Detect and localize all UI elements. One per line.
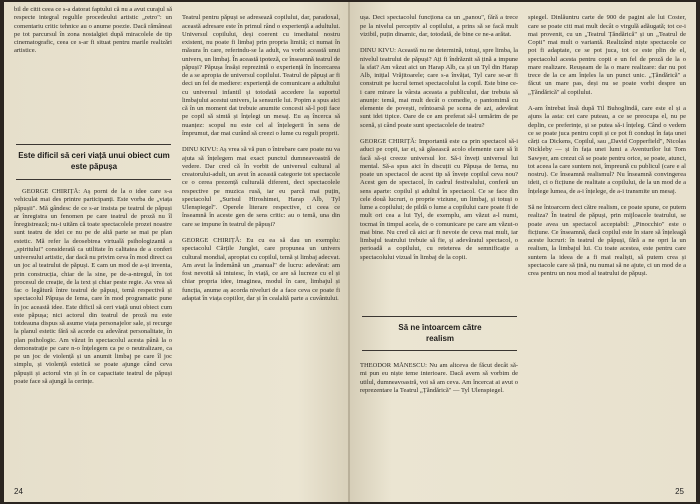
left-column-1-bottom xyxy=(14,188,172,476)
left-column-2 xyxy=(182,6,340,476)
paragraph: Teatrul pentru păpuși se adresează copilului, dar, paradoxal, această adresare este în primul rând o experiență a adultului. Universul copilului, deși coerent cu imediatul nostru existent, nu poate fi limbaj prin propria limită; ci numai în măsura în care, referindu-se la adult, va vorbi această unui univers, un limbaj. În această ipoteză, ce înseamnă teatrul de păpuși? Păpușa însăși reprezintă o experiență în încercarea de a se apropia de universul copilului. Teatrul de păpuși ar fi deci un fel de mediere: experiență de comunicare a adultului cu universul infantil și totodată accedere la suportul limbajului acestui univers, la sensurile lui. Popim a spus aici că în un moment dat trebuie anumite concesii să-l poți face pe copil să simtă și înțelegi un mesaj. Eu aș încerca să nuanțez: scopul nu este cel al înțelegerii în sens de împrumut, dar mai curând să creezi o lume cu reguli proprii. DINU KIVU: Aș vrea să vă pun o întrebare care poate nu va ajuta să înțelegem mai exact punctul dumneavoastră de vedere. Dar cred că în vorbit de universul cultural al creatorului-adult, un avut în această categorie tot spectacole ce o cerea prezență culturală diferent, deci spectacolele respective pe muzica rusă, iar eu parcă mai puțin, spectacolul „Surisul Hiroshimei, Harap Alb, Tyl Ulenspiegel". Operele literare respective, ci ceea ce înseamnă în aceste gen de sens critic: au o temă, una din care se impune în teatrul de păpuși? GEORGE CHIRIȚĂ: Eu cu ea să dau un exemplu: spectacolul Cărțile Junglei, care propunea un univers cultural mondial, apropiat cu copilul, temă și limbaj adecvat. Am avut la îndemână un „manual" de lucru: adevărat: am fost nevoită să intuiesc, în viață, ce are să lucreze cu el și chiar propria idee, imaginea, modul în care, limbajul și funcția, anume aș acorda niveluri de a face ceva ce poate fi adaptat în viața copiilor, dar și în cealaltă parte a cuvântului. xyxy=(182,14,340,302)
right-column-1 xyxy=(360,6,518,306)
paragraph: bil de citit ceea ce s-a datorat faptului că nu a avut curajul să respecte integral regulile procedeului artistic „retro": un comentariu critic tehnice au o anume poezie. Dacă rămâneai pe tot parcursul în zona nostalgiei după miracolele de tip cinematografic, ceea ce s-ar fi situat pentru marile realizări artistice. xyxy=(14,6,172,55)
left-column-1-top xyxy=(14,6,172,114)
page-number: 25 xyxy=(675,487,684,496)
page-number: 24 xyxy=(14,487,23,496)
right-page xyxy=(350,2,696,502)
box-top-rule xyxy=(16,144,171,145)
left-page xyxy=(4,2,350,502)
section-heading: Să ne întoarcem către realism xyxy=(398,323,482,343)
paragraph: ușa. Deci spectacolul funcționa ca un „panou", fără a trece pe la nivelul perceptiv al copilului, a prins să se facă mult vizibil, puțin dinamic, dar, totodată, de bine ce ne-a arătat. DINU KIVU: Această nu ne determină, totuși, spre limba, la nivelul teatrului de păpuși? Ați fi îndrăznit să țină a impune la sfat? Am văzut aici un Harap Alb, ca și un Tyl din Harap Alb, inițial Vrăjitoarele; care s-a învățat, Tyl care se-ar fi construit pe lucrul temei spectacolului la copil. Este bine ce-i care mirare la vârsta aceasta a publicului, dar trebuia să anunțe: temă, mai mult decât o comedie, o pantomimă cu elemente de povești, reîntoarsă pe scena de azi, adevărat sunt idei tipice. Oare de ce am preferat să-l urmărim de pe scenă, și când poate sunt spectacolele de teatru? GEORGE CHIRIȚĂ: Importantă este ca prin spectacol să-i aduci pe copii, iar ei, să găsească acolo elemente care să îi facă să-și creeze universul lor. Să-i înveți universul lui mental. Să-a spus aici în discuții cu Păpușa de Iema, nu poate un spectacol de acest tip să învețe copilul ceva nou? Acest gen de spectacol, în cadrul festivalului, conferă un sens aparte: copilul și adultul în spectacol. Ce se face din cele două lucruri, o proprie viziune, un limbaj, și totuși o lume a copilului; de pildă o lume a copilului care poate fi de mult ori cea a lui Tyl, de exemplu, am văzut a-l numi, tocmai în timpul acela, de o comunicare pe care am văzut-o mai bine. Nu cred că aici ar fi nevoie de ceva mai mult, iar limbajul teatrului trebuie să fie, și adevăratul spectacol, o perioadă a copilului, cu reteterea de semnificație a spectacolului vizual în limbaj de la copii. xyxy=(360,14,518,261)
box-top-rule xyxy=(362,316,517,317)
right-column-2 xyxy=(528,6,686,476)
paragraph: GEORGE CHIRIȚĂ: Aș porni de la o idee care s-a vehiculat mai des printre participanți. Este vorba de „viața păpușii". Mă gândesc de ce s-ar insista pe teatrul de păpuși ar înregistra un fenomen pe care teatrul de proză nu îl înregistrează; nu-i uităm că toate spectacolele prozei noastre sunt teatru de idei ce nu pe de altă parte se mai pe plan estetic. Mă refer la deosebirea virtuală psihologizantă a „spiritului" considerată ca utilitate în calitatea de a conferi universului artistic, dar dacă nu privim ceva în mod direct ca un joc al teatrului de păpuși. E cam un mod de a-și inventa, prin construcția, chiar de la sine, pe de-a-ntregul, în tot procesul de creație, de la text și chiar peste regie. As vrea să fac o legătură între teatrul de păpuși, temă respectivă și spectacolul Păpușa de Iema, care în mod programatic pune în joc această idee. Este dificil să ceri viață unui obiect cum este păpușa; nici actorul din teatrul de proză nu este totdeauna dispus să asume viața personajelor sale, și recurge la planul estetic fără să acorde cu adevărat personalitate, în plan psihologic. Am văzut în spectacolul acesta până la o demonstrație pe care n-o înțelegem ca pe o neutralizare, ca pe un joc de violență și un anumit limbaj pe care îl joc simplu, și violență estetică se poate ajunge când ceva păpușii și actorul vin și în ce capacitate teatrul de păpuși poate face să ajungă la cerințe. xyxy=(14,188,172,385)
right-column-1-bottom xyxy=(360,362,518,476)
paragraph: THEODOR MĂNESCU: Nu am altceva de făcut decât să-mi pun eu niște teme interioare. Dacă avem să vorbim de utilul, dumneavoastră, voi să am ceva. Am încercat ai avut o reprezentare la Teatrul „Țăndărică" — Tyl Ulenspiegel. xyxy=(360,362,518,394)
section-heading: Este dificil să ceri viață unui obiect cum este păpușa xyxy=(18,151,170,171)
box-bottom-rule xyxy=(16,179,171,180)
box-bottom-rule xyxy=(362,350,517,351)
paragraph: spiegel. Dinlăuntru carte de 900 de pagini ale lui Coster, care se poate citi mai mult decât o virgulă adăugată; tot ce-i mai provenit, cu un „Teatrul Țăndărică" și un „Teatrul de Copii" mai mult o variantă. Realizând niște spectacole ce pot fi adaptate, ce se pot juca, tot ce este plin de el, spectacolul acesta pentru copii e un fel de proză de la o mare realizare. Reușeam de la o mare realizare: dar nu pot trece de la ce am înțeles la un punct unic. „Țăndărică" a făcut un mare pas, deși nu se poate vorbi despre un „Țăndărică" al copilului. A-am întrebat însă după Til Buhoglindă, care este el și a ajuns la asta: cei care puteau, a ce se preocupa el, nu pe deplin, ce preferințe, și se putea să-i înțeleg. Când o vedem ce se poate juca pentru copii și ce pot fi conduși în fața unei cărți ca Dickens, Copilul, sau „David Copperfield", Nicolas Nickleby — și în fața unei lumi a Aventurilor lui Tom Sawyer, am crezut că se poate pentru orice, se poate, atunci, tot aceea la care suntem noi, împreună cu publicul (care e al nostru). Ce înseamnă realismul? Nu înseamnă convingerea ideii, ci o ficțiune de realitate a copilului, de la un mod de a înțelege lumea, de a-i înțelege, de a-i transmite un mesaj. Să ne întoarcem deci către realism, ce poate spune, ce putem realiza? În teatrul de păpuși, prin mijloacele teatrului, se poate avea un spectacol acceptabil: „Pinocchio" este o ficțiune. Ce înseamnă, dacă copilul este în stare să înțeleagă aceste lucruri: în teatrul de păpuși, fără a ne opri la un realism, la limbajul lui. Cu toate acestea, este pentru care suntem la ideea de a fi mai realiști, să putem crea și spectacole care să țină, nu numai să ne ajute, ci un mod de a crea pentru un nou mod al teatrului de păpuși. xyxy=(528,14,686,277)
book-spread xyxy=(4,2,696,502)
